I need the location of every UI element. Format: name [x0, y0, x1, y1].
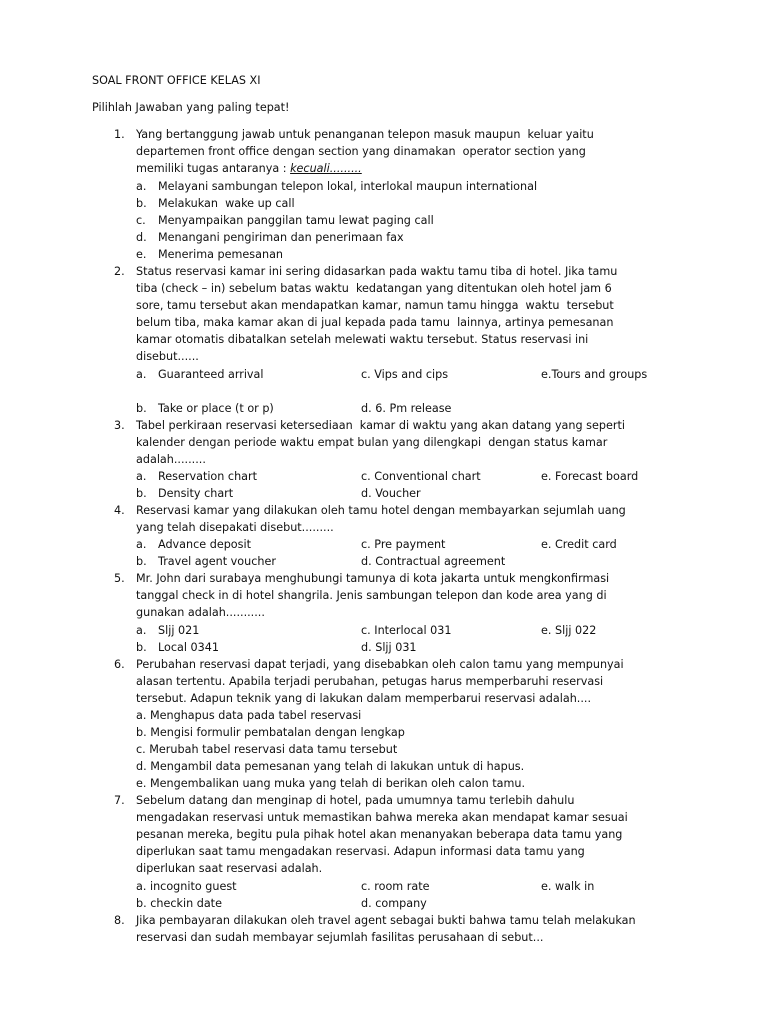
question-number: 2. — [114, 265, 125, 278]
question-text: tiba (check – in) sebelum batas waktu kedatangan yang ditentukan oleh hotel jam 6 — [136, 282, 612, 295]
option-letter: c. — [136, 214, 146, 227]
question-text: departemen front office dengan section yang dinamakan operator section yang — [136, 145, 586, 158]
question-number: 7. — [114, 794, 125, 807]
question-text: yang telah disepakati disebut......... — [136, 521, 334, 534]
option-letter: b. — [136, 555, 147, 568]
option-a: Reservation chart — [158, 470, 258, 483]
question-number: 8. — [114, 914, 125, 927]
option-b: Melakukan wake up call — [158, 197, 295, 210]
option-b: b. Mengisi formulir pembatalan dengan lengkap — [136, 726, 405, 739]
option-b: Travel agent voucher — [158, 555, 276, 568]
option-e: e. Sljj 022 — [541, 624, 597, 637]
option-c: c. Merubah tabel reservasi data tamu tersebut — [136, 743, 398, 756]
option-e: e. Mengembalikan uang muka yang telah di berikan oleh calon tamu. — [136, 777, 526, 790]
option-c: c. Conventional chart — [361, 470, 481, 483]
option-b: Local 0341 — [158, 641, 220, 654]
question-number: 5. — [114, 572, 125, 585]
question-text-part: memiliki tugas antaranya : — [136, 162, 291, 175]
option-letter: a. — [136, 538, 147, 551]
option-e: e. Credit card — [541, 538, 617, 551]
question-text: disebut...... — [136, 350, 199, 363]
question-text: kalender dengan periode waktu empat bulan yang dilengkapi dengan status kamar — [136, 436, 608, 449]
question-text: tanggal check in di hotel shangrila. Jenis sambungan telepon dan kode area yang di — [136, 589, 607, 602]
option-a: Guaranteed arrival — [158, 368, 264, 381]
question-text: Reservasi kamar yang dilakukan oleh tamu hotel dengan membayarkan sejumlah uang — [136, 504, 626, 517]
option-letter: b. — [136, 197, 147, 210]
question-number: 3. — [114, 419, 125, 432]
option-e: e. walk in — [541, 880, 595, 893]
question-number: 6. — [114, 658, 125, 671]
question-text: tersebut. Adapun teknik yang di lakukan dalam memperbarui reservasi adalah.... — [136, 692, 592, 705]
question-text: kamar otomatis dibatalkan setelah melewati waktu tersebut. Status reservasi ini — [136, 333, 589, 346]
option-a: Sljj 021 — [158, 624, 200, 637]
option-letter: b. — [136, 641, 147, 654]
question-text: Jika pembayaran dilakukan oleh travel agent sebagai bukti bahwa tamu telah melakukan — [136, 914, 636, 927]
option-d: d. Voucher — [361, 487, 421, 500]
option-c: Menyampaikan panggilan tamu lewat paging call — [158, 214, 434, 227]
question-number: 4. — [114, 504, 125, 517]
question-text: alasan tertentu. Apabila terjadi perubahan, petugas harus memperbaruhi reservasi — [136, 675, 604, 688]
question-text: Yang bertanggung jawab untuk penanganan telepon masuk maupun keluar yaitu — [136, 128, 594, 141]
option-e: Menerima pemesanan — [158, 248, 284, 261]
option-d: d. Sljj 031 — [361, 641, 417, 654]
question-text: Tabel perkiraan reservasi ketersediaan kamar di waktu yang akan datang yang seperti — [136, 419, 625, 432]
question-text: pesanan mereka, begitu pula pihak hotel akan menanyakan beberapa data tamu yang — [136, 828, 623, 841]
question-text: Status reservasi kamar ini sering didasarkan pada waktu tamu tiba di hotel. Jika tamu — [136, 265, 618, 278]
option-a: a. incognito guest — [136, 880, 237, 893]
question-text: sore, tamu tersebut akan mendapatkan kamar, namun tamu hingga waktu tersebut — [136, 299, 614, 312]
option-b: b. checkin date — [136, 897, 222, 910]
question-text — [136, 162, 362, 176]
option-letter: a. — [136, 180, 147, 193]
option-d: Menangani pengiriman dan penerimaan fax — [158, 231, 404, 244]
option-c: c. Interlocal 031 — [361, 624, 452, 637]
question-text: reservasi dan sudah membayar sejumlah fasilitas perusahaan di sebut... — [136, 931, 544, 944]
document-title: SOAL FRONT OFFICE KELAS XI — [92, 74, 261, 87]
question-number: 1. — [114, 128, 125, 141]
question-text: diperlukan saat tamu mengadakan reservasi. Adapun informasi data tamu yang — [136, 845, 585, 858]
question-text: mengadakan reservasi untuk memastikan bahwa mereka akan mendapat kamar sesuai — [136, 811, 628, 824]
option-letter: d. — [136, 231, 147, 244]
option-letter: b. — [136, 402, 147, 415]
option-a: Melayani sambungan telepon lokal, interlokal maupun international — [158, 180, 538, 193]
option-letter: a. — [136, 624, 147, 637]
option-e: e.Tours and groups — [541, 368, 648, 381]
question-text: adalah......... — [136, 453, 206, 466]
option-c: c. Vips and cips — [361, 368, 449, 381]
option-d: d. company — [361, 897, 427, 910]
question-text: belum tiba, maka kamar akan di jual kepada pada tamu lainnya, artinya pemesanan — [136, 316, 614, 329]
question-text: Mr. John dari surabaya menghubungi tamunya di kota jakarta untuk mengkonfirmasi — [136, 572, 610, 585]
option-b: Density chart — [158, 487, 234, 500]
question-text: gunakan adalah........... — [136, 606, 265, 619]
option-a: Advance deposit — [158, 538, 251, 551]
kecuali-emphasis: kecuali......... — [290, 162, 362, 175]
option-letter: e. — [136, 248, 147, 261]
option-letter: b. — [136, 487, 147, 500]
option-d: d. Contractual agreement — [361, 555, 506, 568]
option-c: c. Pre payment — [361, 538, 446, 551]
option-a: a. Menghapus data pada tabel reservasi — [136, 709, 362, 722]
option-e: e. Forecast board — [541, 470, 639, 483]
option-d: d. Mengambil data pemesanan yang telah di lakukan untuk di hapus. — [136, 760, 525, 773]
question-text: Perubahan reservasi dapat terjadi, yang disebabkan oleh calon tamu yang mempunyai — [136, 658, 624, 671]
instruction: Pilihlah Jawaban yang paling tepat! — [92, 101, 290, 114]
option-d: d. 6. Pm release — [361, 402, 452, 415]
question-text: Sebelum datang dan menginap di hotel, pada umumnya tamu terlebih dahulu — [136, 794, 575, 807]
question-text: diperlukan saat reservasi adalah. — [136, 862, 323, 875]
option-letter: a. — [136, 470, 147, 483]
option-b: Take or place (t or p) — [158, 402, 274, 415]
option-c: c. room rate — [361, 880, 430, 893]
option-letter: a. — [136, 368, 147, 381]
